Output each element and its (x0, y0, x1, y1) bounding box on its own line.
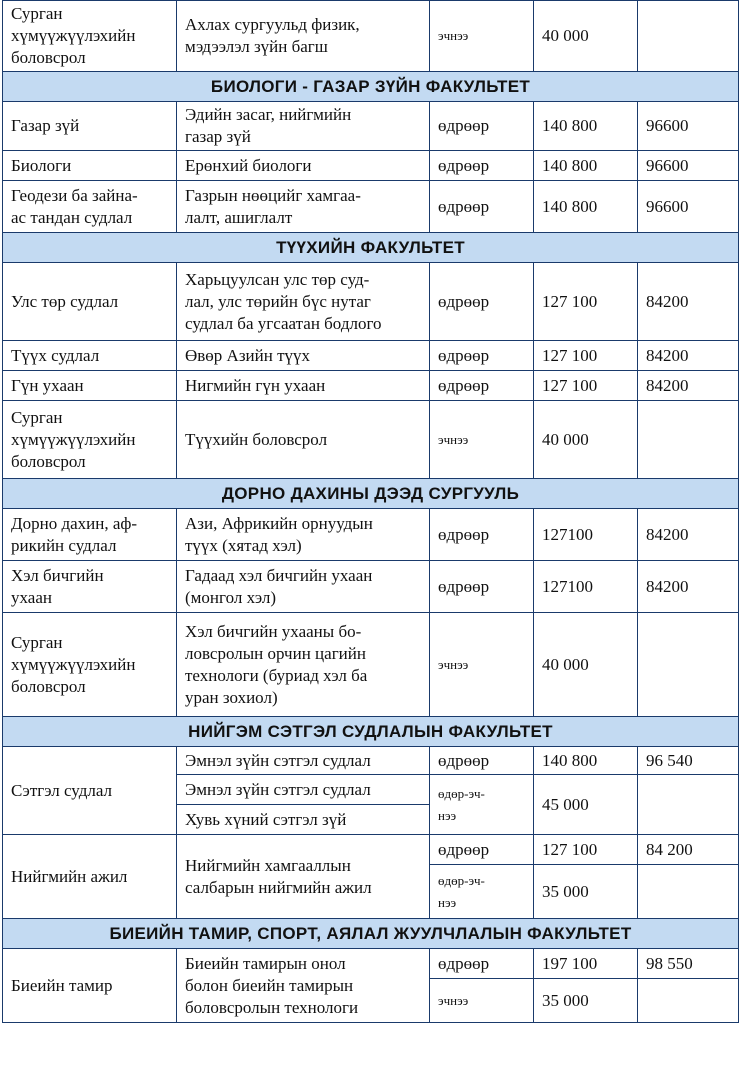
mode-cell: эчнээ (430, 1, 534, 72)
mode-cell: эчнээ (430, 401, 534, 479)
faculty-header-row (3, 233, 739, 263)
credit-cell (638, 1, 739, 72)
fee-cell: 35 000 (534, 979, 638, 1023)
credit-cell (638, 775, 739, 835)
fee-cell: 35 000 (534, 865, 638, 919)
mode-cell: өдрөөр (430, 181, 534, 233)
major-cell: Түүх судлал (3, 341, 177, 371)
faculty-header: БИОЛОГИ - ГАЗАР ЗҮЙН ФАКУЛЬТЕТ (3, 72, 739, 102)
mode-cell: өдрөөр (430, 263, 534, 341)
fee-cell: 127 100 (534, 341, 638, 371)
program-cell: Газрын нөөцийг хамгаа- лалт, ашиглалт (177, 181, 430, 233)
table-row (3, 835, 739, 865)
credit-cell: 96600 (638, 181, 739, 233)
major-cell: Газар зүй (3, 102, 177, 151)
faculty-header-row (3, 479, 739, 509)
mode-cell: өдрөөр (430, 151, 534, 181)
credit-cell: 84200 (638, 371, 739, 401)
table-row (3, 263, 739, 341)
credit-cell: 98 550 (638, 949, 739, 979)
fee-cell: 127 100 (534, 371, 638, 401)
credit-cell: 84200 (638, 263, 739, 341)
program-cell: Нийгмийн хамгааллын салбарын нийгмийн ажил (177, 835, 430, 919)
fee-cell: 197 100 (534, 949, 638, 979)
fee-cell: 40 000 (534, 401, 638, 479)
faculty-header: ТҮҮХИЙН ФАКУЛЬТЕТ (3, 233, 739, 263)
mode-cell: өдрөөр (430, 561, 534, 613)
mode-cell: өдрөөр (430, 102, 534, 151)
table-row (3, 181, 739, 233)
fee-cell: 40 000 (534, 613, 638, 717)
major-cell: Дорно дахин, аф- рикийн судлал (3, 509, 177, 561)
table-row (3, 509, 739, 561)
faculty-header-row (3, 717, 739, 747)
credit-cell: 84200 (638, 561, 739, 613)
table-row (3, 747, 739, 775)
major-cell: Улс төр судлал (3, 263, 177, 341)
fee-cell: 40 000 (534, 1, 638, 72)
fee-cell: 127 100 (534, 835, 638, 865)
major-cell: Геодези ба зайна- ас тандан судлал (3, 181, 177, 233)
fee-cell: 140 800 (534, 102, 638, 151)
fee-cell: 127 100 (534, 263, 638, 341)
program-cell: Ерөнхий биологи (177, 151, 430, 181)
major-cell: Гүн ухаан (3, 371, 177, 401)
credit-cell (638, 865, 739, 919)
mode-cell: өдрөөр (430, 747, 534, 775)
table-row (3, 102, 739, 151)
program-cell: Түүхийн боловсрол (177, 401, 430, 479)
fee-cell: 127100 (534, 509, 638, 561)
credit-cell (638, 979, 739, 1023)
admission-table (2, 0, 739, 1023)
program-cell: Өвөр Азийн түүх (177, 341, 430, 371)
credit-cell: 96 540 (638, 747, 739, 775)
table-row (3, 341, 739, 371)
mode-cell: өдөр-эч- нээ (430, 865, 534, 919)
table-row (3, 949, 739, 979)
table-row (3, 613, 739, 717)
program-cell: Хэл бичгийн ухааны бо- ловсролын орчин цагийн технологи (буриад хэл ба уран зохиол) (177, 613, 430, 717)
mode-cell: өдрөөр (430, 341, 534, 371)
mode-cell: эчнээ (430, 613, 534, 717)
faculty-header: ДОРНО ДАХИНЫ ДЭЭД СУРГУУЛЬ (3, 479, 739, 509)
credit-cell: 84200 (638, 509, 739, 561)
fee-cell: 127100 (534, 561, 638, 613)
major-cell: Нийгмийн ажил (3, 835, 177, 919)
program-cell: Гадаад хэл бичгийн ухаан (монгол хэл) (177, 561, 430, 613)
mode-cell: өдрөөр (430, 835, 534, 865)
program-cell: Нигмийн гүн ухаан (177, 371, 430, 401)
mode-cell: өдөр-эч- нээ (430, 775, 534, 835)
faculty-header-row (3, 919, 739, 949)
major-cell: Хэл бичгийн ухаан (3, 561, 177, 613)
major-cell: Сурган хүмүүжүүлэхийн боловсрол (3, 1, 177, 72)
program-cell: Эмнэл зүйн сэтгэл судлал (177, 775, 430, 805)
table-row (3, 401, 739, 479)
table-row (3, 371, 739, 401)
table-row (3, 151, 739, 181)
mode-cell: өдрөөр (430, 509, 534, 561)
mode-cell: өдрөөр (430, 371, 534, 401)
mode-cell: өдрөөр (430, 949, 534, 979)
program-cell: Ахлах сургуульд физик, мэдээлэл зүйн багш (177, 1, 430, 72)
major-cell: Сурган хүмүүжүүлэхийн боловсрол (3, 401, 177, 479)
table-row (3, 1, 739, 72)
major-cell: Сэтгэл судлал (3, 747, 177, 835)
table-row (3, 561, 739, 613)
program-cell: Ази, Африкийн орнуудын түүх (хятад хэл) (177, 509, 430, 561)
fee-cell: 140 800 (534, 151, 638, 181)
fee-cell: 140 800 (534, 747, 638, 775)
fee-cell: 140 800 (534, 181, 638, 233)
major-cell: Сурган хүмүүжүүлэхийн боловсрол (3, 613, 177, 717)
major-cell: Биеийн тамир (3, 949, 177, 1023)
program-cell: Эмнэл зүйн сэтгэл судлал (177, 747, 430, 775)
credit-cell: 84 200 (638, 835, 739, 865)
program-cell: Биеийн тамирын онол болон биеийн тамирын боловсролын технологи (177, 949, 430, 1023)
faculty-header: НИЙГЭМ СЭТГЭЛ СУДЛАЛЫН ФАКУЛЬТЕТ (3, 717, 739, 747)
program-cell: Эдийн засаг, нийгмийн газар зүй (177, 102, 430, 151)
fee-cell: 45 000 (534, 775, 638, 835)
mode-cell: эчнээ (430, 979, 534, 1023)
credit-cell: 96600 (638, 102, 739, 151)
faculty-header-row (3, 72, 739, 102)
credit-cell (638, 401, 739, 479)
faculty-header: БИЕИЙН ТАМИР, СПОРТ, АЯЛАЛ ЖУУЛЧЛАЛЫН ФАКУЛЬТЕТ (3, 919, 739, 949)
program-cell: Харьцуулсан улс төр суд- лал, улс төрийн бүс нутаг судлал ба угсаатан бодлого (177, 263, 430, 341)
credit-cell (638, 613, 739, 717)
major-cell: Биологи (3, 151, 177, 181)
credit-cell: 84200 (638, 341, 739, 371)
credit-cell: 96600 (638, 151, 739, 181)
program-cell: Хувь хүний сэтгэл зүй (177, 805, 430, 835)
